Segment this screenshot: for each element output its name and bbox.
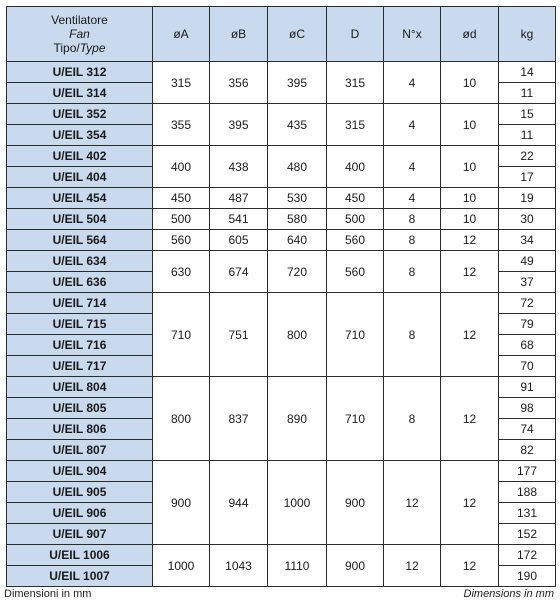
weight-kg-cell: 34 (499, 230, 556, 251)
header-col-kg: kg (499, 7, 556, 62)
value-a-cell: 500 (153, 209, 210, 230)
value-d-cell: 315 (327, 62, 384, 104)
fan-type-cell: U/EIL 634 (7, 251, 153, 272)
weight-kg-cell: 152 (499, 524, 556, 545)
value-c-cell: 480 (268, 146, 327, 188)
header-type-line3a: Tipo/ (53, 41, 80, 55)
header-col-b: øB (210, 7, 268, 62)
header-col-d: D (327, 7, 384, 62)
table-row (7, 230, 556, 251)
value-b-cell: 356 (210, 62, 268, 104)
table-row (7, 377, 556, 398)
weight-kg-cell: 49 (499, 251, 556, 272)
weight-kg-cell: 177 (499, 461, 556, 482)
table-row (7, 251, 556, 272)
fan-type-cell: U/EIL 716 (7, 335, 153, 356)
value-b-cell: 944 (210, 461, 268, 545)
value-a-cell: 800 (153, 377, 210, 461)
value-hole-d-cell: 12 (441, 377, 499, 461)
value-a-cell: 315 (153, 62, 210, 104)
weight-kg-cell: 15 (499, 104, 556, 125)
weight-kg-cell: 30 (499, 209, 556, 230)
value-d-cell: 710 (327, 377, 384, 461)
value-a-cell: 900 (153, 461, 210, 545)
header-col-c: øC (268, 7, 327, 62)
table-row (7, 209, 556, 230)
weight-kg-cell: 131 (499, 503, 556, 524)
value-d-cell: 450 (327, 188, 384, 209)
table-row (7, 146, 556, 167)
fan-type-cell: U/EIL 454 (7, 188, 153, 209)
value-hole-d-cell: 12 (441, 545, 499, 587)
weight-kg-cell: 37 (499, 272, 556, 293)
fan-type-cell: U/EIL 906 (7, 503, 153, 524)
fan-type-cell: U/EIL 352 (7, 104, 153, 125)
value-d-cell: 400 (327, 146, 384, 188)
value-b-cell: 487 (210, 188, 268, 209)
value-b-cell: 1043 (210, 545, 268, 587)
value-nx-cell: 4 (384, 188, 441, 209)
weight-kg-cell: 22 (499, 146, 556, 167)
header-type (7, 7, 153, 62)
fan-type-cell: U/EIL 714 (7, 293, 153, 314)
value-a-cell: 710 (153, 293, 210, 377)
value-c-cell: 1000 (268, 461, 327, 545)
fan-type-cell: U/EIL 905 (7, 482, 153, 503)
value-nx-cell: 12 (384, 545, 441, 587)
header-col-a: øA (153, 7, 210, 62)
value-nx-cell: 12 (384, 461, 441, 545)
fan-type-cell: U/EIL 636 (7, 272, 153, 293)
fan-type-cell: U/EIL 314 (7, 83, 153, 104)
value-nx-cell: 4 (384, 104, 441, 146)
value-c-cell: 435 (268, 104, 327, 146)
table-row (7, 461, 556, 482)
value-a-cell: 1000 (153, 545, 210, 587)
weight-kg-cell: 68 (499, 335, 556, 356)
weight-kg-cell: 74 (499, 419, 556, 440)
value-c-cell: 800 (268, 293, 327, 377)
fan-type-cell: U/EIL 805 (7, 398, 153, 419)
table-row (7, 104, 556, 125)
weight-kg-cell: 14 (499, 62, 556, 83)
value-hole-d-cell: 12 (441, 293, 499, 377)
value-c-cell: 720 (268, 251, 327, 293)
weight-kg-cell: 188 (499, 482, 556, 503)
footer-units-it: Dimensioni in mm (4, 588, 92, 600)
value-c-cell: 580 (268, 209, 327, 230)
value-c-cell: 530 (268, 188, 327, 209)
value-d-cell: 900 (327, 461, 384, 545)
fan-type-cell: U/EIL 904 (7, 461, 153, 482)
fan-type-cell: U/EIL 404 (7, 167, 153, 188)
weight-kg-cell: 79 (499, 314, 556, 335)
value-b-cell: 751 (210, 293, 268, 377)
fan-type-cell: U/EIL 504 (7, 209, 153, 230)
fan-type-cell: U/EIL 1006 (7, 545, 153, 566)
value-nx-cell: 8 (384, 251, 441, 293)
value-d-cell: 500 (327, 209, 384, 230)
weight-kg-cell: 11 (499, 125, 556, 146)
header-type-line1: Ventilatore (51, 13, 108, 27)
value-hole-d-cell: 12 (441, 251, 499, 293)
weight-kg-cell: 72 (499, 293, 556, 314)
value-c-cell: 1110 (268, 545, 327, 587)
value-nx-cell: 4 (384, 146, 441, 188)
value-nx-cell: 8 (384, 230, 441, 251)
value-a-cell: 560 (153, 230, 210, 251)
fan-type-cell: U/EIL 354 (7, 125, 153, 146)
value-nx-cell: 8 (384, 377, 441, 461)
value-b-cell: 605 (210, 230, 268, 251)
value-b-cell: 395 (210, 104, 268, 146)
value-hole-d-cell: 10 (441, 104, 499, 146)
table-row (7, 545, 556, 566)
table-row (7, 293, 556, 314)
value-hole-d-cell: 10 (441, 146, 499, 188)
fan-type-cell: U/EIL 806 (7, 419, 153, 440)
value-nx-cell: 4 (384, 62, 441, 104)
value-a-cell: 450 (153, 188, 210, 209)
header-type-line3b: Type (79, 41, 106, 55)
weight-kg-cell: 19 (499, 188, 556, 209)
value-hole-d-cell: 10 (441, 209, 499, 230)
weight-kg-cell: 172 (499, 545, 556, 566)
table-row (7, 188, 556, 209)
value-d-cell: 315 (327, 104, 384, 146)
weight-kg-cell: 98 (499, 398, 556, 419)
footer-units-en: Dimensions in mm (463, 588, 554, 600)
value-a-cell: 400 (153, 146, 210, 188)
weight-kg-cell: 190 (499, 566, 556, 587)
fan-type-cell: U/EIL 807 (7, 440, 153, 461)
fan-type-cell: U/EIL 402 (7, 146, 153, 167)
value-c-cell: 890 (268, 377, 327, 461)
value-hole-d-cell: 12 (441, 461, 499, 545)
value-nx-cell: 8 (384, 293, 441, 377)
weight-kg-cell: 82 (499, 440, 556, 461)
weight-kg-cell: 11 (499, 83, 556, 104)
header-row (7, 7, 556, 62)
value-b-cell: 541 (210, 209, 268, 230)
value-d-cell: 560 (327, 251, 384, 293)
fan-type-cell: U/EIL 312 (7, 62, 153, 83)
fan-type-cell: U/EIL 717 (7, 356, 153, 377)
fan-type-cell: U/EIL 564 (7, 230, 153, 251)
header-type-line2: Fan (69, 27, 90, 41)
header-col-nx: N°x (384, 7, 441, 62)
value-c-cell: 395 (268, 62, 327, 104)
value-hole-d-cell: 10 (441, 62, 499, 104)
weight-kg-cell: 17 (499, 167, 556, 188)
table-body (7, 62, 556, 587)
value-b-cell: 438 (210, 146, 268, 188)
value-a-cell: 630 (153, 251, 210, 293)
table-row (7, 62, 556, 83)
value-nx-cell: 8 (384, 209, 441, 230)
value-b-cell: 674 (210, 251, 268, 293)
value-c-cell: 640 (268, 230, 327, 251)
dimensions-table (6, 6, 556, 587)
fan-type-cell: U/EIL 907 (7, 524, 153, 545)
fan-type-cell: U/EIL 1007 (7, 566, 153, 587)
value-a-cell: 355 (153, 104, 210, 146)
value-d-cell: 900 (327, 545, 384, 587)
value-d-cell: 560 (327, 230, 384, 251)
value-hole-d-cell: 10 (441, 188, 499, 209)
weight-kg-cell: 70 (499, 356, 556, 377)
value-b-cell: 837 (210, 377, 268, 461)
fan-type-cell: U/EIL 715 (7, 314, 153, 335)
fan-type-cell: U/EIL 804 (7, 377, 153, 398)
value-d-cell: 710 (327, 293, 384, 377)
value-hole-d-cell: 12 (441, 230, 499, 251)
header-col-hole-d: ød (441, 7, 499, 62)
weight-kg-cell: 91 (499, 377, 556, 398)
